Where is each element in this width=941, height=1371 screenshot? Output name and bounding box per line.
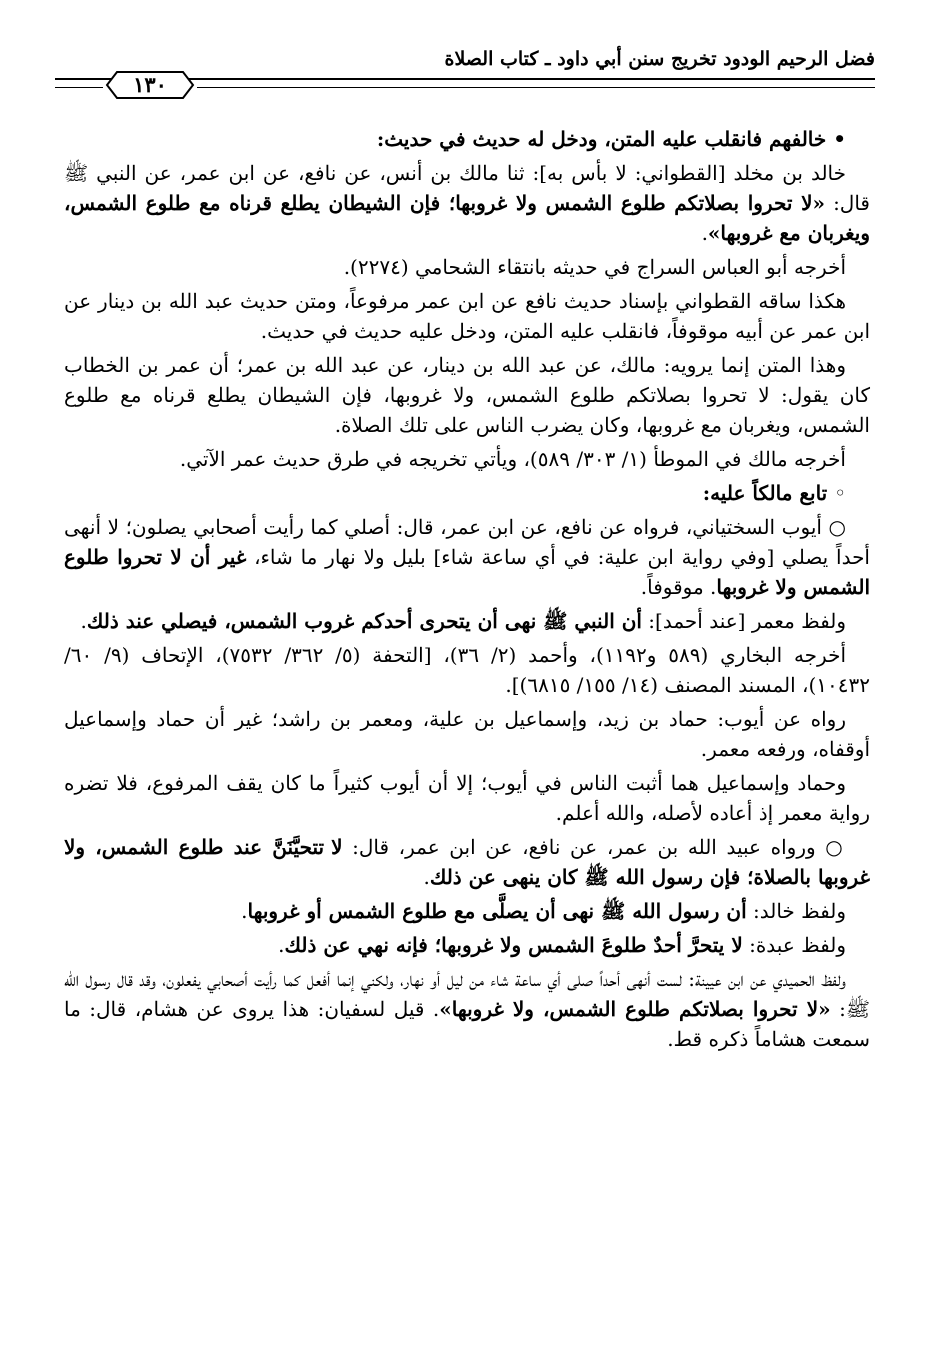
paragraph	[64, 704, 870, 764]
bold-text: لا يتحرَّ أحدٌ طلوعَ الشمس ولا غروبها؛ فإنه نهي عن ذلك	[284, 933, 743, 957]
body-text: هكذا ساقه القطواني بإسناد حديث نافع عن ابن عمر مرفوعاً، ومتن حديث عبد الله بن دينار عن ابن عمر عن أبيه موقوفاً، فانقلب عليه المتن، ودخل عليه حديث في حديث.	[64, 289, 870, 343]
paragraph	[64, 350, 870, 440]
body-text: .	[701, 221, 708, 245]
body-text: ○ ورواه عبيد الله بن عمر، عن نافع، عن ابن عمر، قال:	[342, 835, 846, 859]
page-number: ١٣٠	[133, 72, 167, 97]
paragraph	[64, 768, 870, 828]
bold-text: أن رسول الله ﷺ نهى أن يصلَّى مع طلوع الشمس أو غروبها	[247, 899, 747, 923]
body-text: .	[423, 865, 430, 889]
header-rule-right	[197, 87, 875, 88]
body-text: أخرجه البخاري (٥٨٩ و١١٩٢)، وأحمد (٢/ ٣٦)، [التحفة (٥/ ٣٦٢/ ٧٥٣٢)، الإتحاف (٩/ ٦٠/ ١٠٤٣٢)، المسند المصنف (١٤/ ١٥٥/ ٦٨١٥)].	[64, 643, 870, 697]
paragraph	[64, 512, 870, 602]
paragraph	[64, 286, 870, 346]
header-rule-left	[55, 87, 103, 88]
bold-text: أن النبي ﷺ نهى أن يتحرى أحدكم غروب الشمس، فيصلي عند ذلك	[86, 609, 642, 633]
paragraph	[64, 832, 870, 892]
body-text: ولفظ خالد:	[746, 899, 846, 923]
body-text: وحماد وإسماعيل هما أثبت الناس في أيوب؛ إلا أن أيوب كثيراً ما كان يقف المرفوع، فلا تضره رواية معمر إذ أعاده لأصله، والله أعلم.	[64, 771, 870, 825]
body-text: .	[278, 933, 285, 957]
bold-text: غير أن لا تحروا طلوع الشمس ولا غروبها	[64, 545, 870, 599]
bold-text: • خالفهم فانقلب عليه المتن، ودخل له حديث في حديث:	[376, 127, 846, 151]
paragraph	[64, 252, 870, 282]
paragraph	[64, 444, 870, 474]
paragraph	[64, 158, 870, 248]
paragraph	[64, 640, 870, 700]
body-text: أخرجه أبو العباس السراج في حديثه بانتقاء الشحامي (٢٢٧٤).	[343, 255, 846, 279]
paragraph	[64, 964, 870, 1054]
page-header	[55, 40, 875, 95]
page-number-frame	[105, 70, 195, 100]
page-body	[64, 124, 870, 1058]
running-title: فضل الرحيم الودود تخريج سنن أبي داود ـ كتاب الصلاة	[444, 48, 875, 70]
body-text: ولفظ معمر [عند أحمد]:	[641, 609, 846, 633]
bold-text: لا تتحيَّنَنَّ عند طلوع الشمس، ولا غروبها بالصلاة؛ فإن رسول الله ﷺ كان ينهى عن ذلك	[64, 835, 870, 889]
paragraph	[64, 478, 870, 508]
paragraph	[64, 930, 870, 960]
bold-text: «لا تحروا بصلاتكم طلوع الشمس، ولا غروبها»	[439, 997, 831, 1021]
body-text: .	[80, 609, 87, 633]
bold-text: ◦ تابع مالكاً عليه:	[702, 481, 846, 505]
body-text: أخرجه مالك في الموطأ (١/ ٣٠٣/ ٥٨٩)، ويأتي تخريجه في طرق حديث عمر الآتي.	[179, 447, 846, 471]
body-text: . قيل لسفيان: هذا يروى عن هشام، قال: ما سمعت هشاماً ذكره قط.	[64, 997, 870, 1051]
body-text: . موقوفاً.	[640, 575, 717, 599]
paragraph	[64, 124, 870, 154]
body-text: .	[241, 899, 248, 923]
body-text: ○ أيوب السختياني، فرواه عن نافع، عن ابن عمر، قال: أصلي كما رأيت أصحابي يصلون؛ لا أنهى أحداً يصلي [وفي رواية ابن علية: في أي ساعة شاء] بليل ولا نهار ما شاء،	[64, 515, 870, 569]
body-text: رواه عن أيوب: حماد بن زيد، وإسماعيل بن علية، ومعمر بن راشد؛ غير أن حماد وإسماعيل أوقفاه، ورفعه معمر.	[64, 707, 870, 761]
body-text: وهذا المتن إنما يرويه: مالك، عن عبد الله بن دينار، عن عبد الله بن عمر؛ أن عمر بن الخطاب كان يقول: لا تحروا بصلاتكم طلوع الشمس، ولا غروبها، فإن الشيطان يطلع قرناه مع طلوع الشمس، ويغربان مع غروبها، وكان يضرب الناس على تلك الصلاة.	[64, 353, 870, 437]
paragraph	[64, 896, 870, 926]
body-text: ولفظ الحميدي عن ابن عيينة: لست أنهى أحداً صلى أي ساعة شاء من ليل أو نهار، ولكني إنما أفعل كما رأيت أصحابي يفعلون، وقد قال رسول الله ﷺ:	[64, 967, 870, 1021]
paragraph	[64, 606, 870, 636]
body-text: ولفظ عبدة:	[742, 933, 846, 957]
bold-text: «لا تحروا بصلاتكم طلوع الشمس ولا غروبها؛ فإن الشيطان يطلع قرناه مع طلوع الشمس، ويغربان مع غروبها»	[64, 191, 870, 245]
body-text: خالد بن مخلد [القطواني: لا بأس به]: ثنا مالك بن أنس، عن نافع، عن ابن عمر، عن النبي ﷺ قال:	[64, 161, 870, 215]
